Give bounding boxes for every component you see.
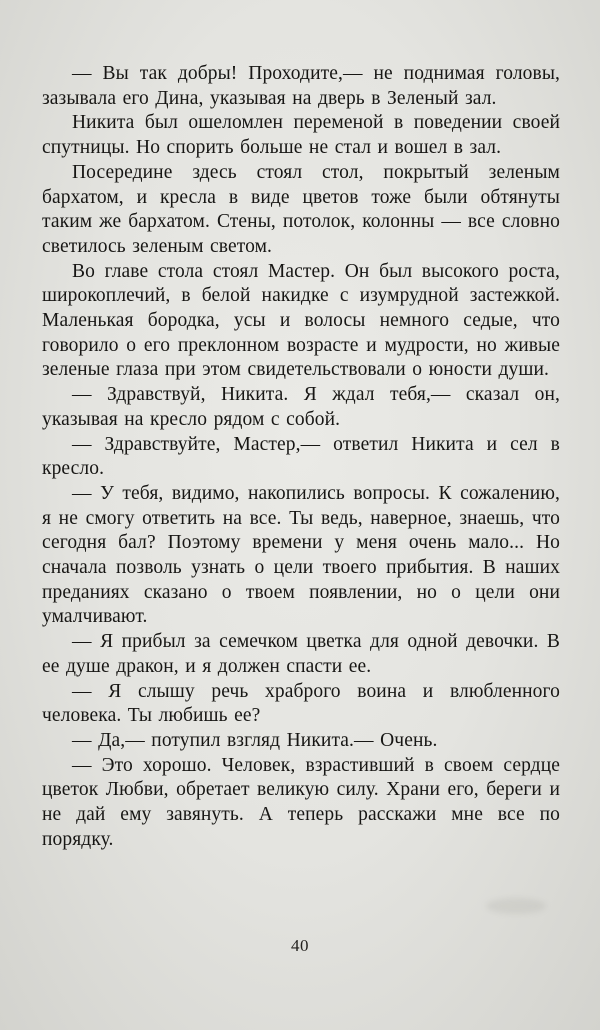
- paragraph: Во главе стола стоял Мастер. Он был высокого роста, широкоплечий, в белой накидке с изумрудной застежкой. Маленькая бородка, усы и волосы немного седые, что говорило о его преклонном возрасте и мудрости, но живые зеленые глаза при этом свидетельствовали о юности души.: [42, 260, 560, 381]
- paragraph: — Это хорошо. Человек, взрастивший в своем сердце цветок Любви, обретает великую силу. Храни его, береги и не дай ему завянуть. А теперь расскажи мне все по порядку.: [42, 754, 560, 850]
- paragraph: — Здравствуйте, Мастер,— ответил Никита и сел в кресло.: [42, 433, 560, 480]
- paragraph: Посередине здесь стоял стол, покрытый зеленым бархатом, и кресла в виде цветов тоже были обтянуты таким же бархатом. Стены, потолок, колонны — все словно светилось зеленым светом.: [42, 161, 560, 257]
- scan-smudge-artifact: [486, 898, 546, 914]
- page-number: 40: [291, 936, 309, 955]
- page-text-block: [42, 62, 560, 853]
- paragraph: — У тебя, видимо, накопились вопросы. К сожалению, я не смогу ответить на все. Ты ведь, наверное, знаешь, что сегодня бал? Поэтому времени у меня очень мало... Но сначала позволь узнать о цели твоего прибытия. В наших преданиях сказано о твоем появлении, но о цели они умалчивают.: [42, 482, 560, 628]
- paragraph: — Вы так добры! Проходите,— не поднимая головы, зазывала его Дина, указывая на дверь в Зеленый зал.: [42, 63, 560, 109]
- paragraph: — Я прибыл за семечком цветка для одной девочки. В ее душе дракон, и я должен спасти ее.: [42, 631, 560, 677]
- paragraph: Никита был ошеломлен переменой в поведении своей спутницы. Но спорить больше не стал и вошел в зал.: [42, 112, 560, 159]
- paragraph: — Здравствуй, Никита. Я ждал тебя,— сказал он, указывая на кресло рядом с собой.: [42, 384, 560, 430]
- paragraph: — Я слышу речь храброго воина и влюбленного человека. Ты любишь ее?: [42, 680, 560, 727]
- paragraph: — Да,— потупил взгляд Никита.— Очень.: [72, 729, 438, 751]
